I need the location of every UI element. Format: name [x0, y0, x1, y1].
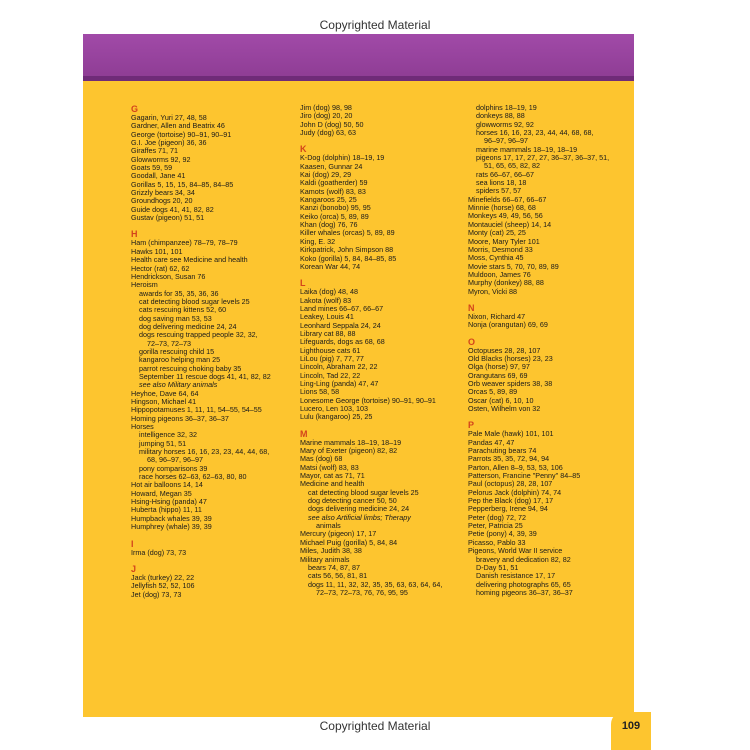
index-entry: John D (dog) 50, 50: [300, 119, 364, 129]
index-entry: Old Blacks (horses) 23, 23: [468, 353, 553, 363]
index-entry: Khan (dog) 76, 76: [300, 220, 358, 230]
index-entry: Morris, Desmond 33: [468, 244, 533, 254]
purple-banner: [83, 34, 634, 81]
index-subentry: 51, 65, 65, 82, 82: [484, 161, 540, 171]
index-entry: Goodall, Jane 41: [131, 171, 186, 181]
index-subentry: see also Military animals: [139, 380, 218, 390]
index-entry: Humpback whales 39, 39: [131, 513, 212, 523]
index-entry: Goats 59, 59: [131, 163, 173, 173]
index-subentry: donkeys 88, 88: [476, 111, 525, 121]
index-entry: Minefields 66–67, 66–67: [468, 194, 547, 204]
index-column-1: [131, 104, 293, 599]
index-entry: Heyhoe, Dave 64, 64: [131, 388, 199, 398]
copyright-header: Copyrighted Material: [319, 18, 431, 32]
index-entry: Humphrey (whale) 39, 39: [131, 522, 212, 532]
index-subentry: intelligence 32, 32: [139, 430, 197, 440]
index-entry: Kangaroos 25, 25: [300, 195, 357, 205]
index-entry: Jack (turkey) 22, 22: [131, 572, 195, 582]
index-subentry: dogs delivering medicine 24, 24: [308, 504, 410, 514]
index-entry: Jiro (dog) 20, 20: [300, 111, 353, 121]
index-entry: Pep the Black (dog) 17, 17: [468, 496, 554, 506]
index-entry: Grizzly bears 34, 34: [131, 188, 195, 198]
index-entry: Muldoon, James 76: [468, 269, 531, 279]
index-subentry: 96–97, 96–97: [484, 136, 528, 146]
index-entry: Olga (horse) 97, 97: [468, 362, 530, 372]
index-entry: Gorillas 5, 15, 15, 84–85, 84–85: [131, 179, 234, 189]
index-entry: Patterson, Francine "Penny" 84–85: [468, 471, 581, 481]
index-subentry: kangaroo helping man 25: [139, 355, 221, 365]
index-entry: Irma (dog) 73, 73: [131, 547, 187, 557]
index-entry: Leakey, Louis 41: [300, 312, 354, 322]
index-entry: Military animals: [300, 554, 350, 564]
index-entry: Lulu (kangaroo) 25, 25: [300, 412, 373, 422]
index-subentry: parrot rescuing choking baby 35: [139, 363, 242, 373]
index-entry: Minnie (horse) 68, 68: [468, 203, 536, 213]
index-entry: Giraffes 71, 71: [131, 146, 179, 156]
index-entry: Howard, Megan 35: [131, 488, 192, 498]
index-entry: Kamots (wolf) 83, 83: [300, 186, 366, 196]
index-subentry: rats 66–67, 66–67: [476, 169, 534, 179]
index-entry: Lighthouse cats 61: [300, 345, 361, 355]
index-entry: Ling-Ling (panda) 47, 47: [300, 378, 379, 388]
index-entry: Kaasen, Gunnar 24: [300, 161, 363, 171]
index-entry: Huberta (hippo) 11, 11: [131, 505, 202, 515]
index-entry: Lifeguards, dogs as 68, 68: [300, 337, 385, 347]
index-entry: Murphy (donkey) 88, 88: [468, 278, 544, 288]
index-subentry: awards for 35, 35, 36, 36: [139, 288, 219, 298]
index-entry: Pale Male (hawk) 101, 101: [468, 429, 554, 439]
index-entry: Koko (gorilla) 5, 84, 84–85, 85: [300, 253, 397, 263]
index-entry: Lincoln, Tad 22, 22: [300, 370, 361, 380]
index-subentry: animals: [316, 521, 341, 531]
index-entry: Oscar (cat) 6, 10, 10: [468, 395, 534, 405]
index-entry: Groundhogs 20, 20: [131, 196, 193, 206]
index-subentry: gorilla rescuing child 15: [139, 346, 215, 356]
index-entry: Lincoln, Abraham 22, 22: [300, 362, 378, 372]
index-entry: Mayor, cat as 71, 71: [300, 471, 365, 481]
index-subentry: 72–73, 72–73: [147, 338, 191, 348]
index-subentry: race horses 62–63, 62–63, 80, 80: [139, 472, 247, 482]
index-entry: Orangutans 69, 69: [468, 370, 528, 380]
index-entry: Hendrickson, Susan 76: [131, 271, 206, 281]
index-entry: G.I. Joe (pigeon) 36, 36: [131, 138, 207, 148]
index-subentry: D-Day 51, 51: [476, 562, 519, 572]
index-entry: Land mines 66–67, 66–67: [300, 303, 384, 313]
index-entry: Miles, Judith 38, 38: [300, 546, 362, 556]
index-entry: Hawks 101, 101: [131, 246, 183, 256]
section-letter: K: [300, 144, 307, 155]
index-entry: Monkeys 49, 49, 56, 56: [468, 211, 543, 221]
index-entry: Library cat 88, 88: [300, 328, 356, 338]
index-entry: Peter (dog) 72, 72: [468, 512, 526, 522]
index-entry: Korean War 44, 74: [300, 261, 361, 271]
index-entry: Petie (pony) 4, 39, 39: [468, 529, 537, 539]
index-subentry: dog detecting cancer 50, 50: [308, 496, 397, 506]
index-column-3: [468, 104, 630, 597]
index-entry: Nixon, Richard 47: [468, 311, 526, 321]
index-subentry: see also Artificial limbs; Therapy: [308, 512, 411, 522]
index-entry: Lakota (wolf) 83: [300, 295, 352, 305]
index-subentry: marine mammals 18–19, 18–19: [476, 144, 578, 154]
index-entry: Osten, Wilhelm von 32: [468, 404, 541, 413]
index-entry: Mas (dog) 68: [300, 454, 343, 464]
index-entry: Hippopotamuses 1, 11, 11, 54–55, 54–55: [131, 405, 262, 415]
index-entry: Ham (chimpanzee) 78–79, 78–79: [131, 238, 238, 248]
index-entry: Jellyfish 52, 52, 106: [131, 581, 195, 591]
index-entry: Parrots 35, 35, 72, 94, 94: [468, 454, 550, 464]
index-entry: Glowworms 92, 92: [131, 154, 191, 164]
index-subentry: spiders 57, 57: [476, 186, 522, 196]
index-subentry: horses 16, 16, 23, 23, 44, 44, 68, 68,: [476, 128, 594, 138]
section-letter: M: [300, 428, 308, 439]
index-subentry: delivering photographs 65, 65: [476, 579, 571, 589]
index-entry: K-Dog (dolphin) 18–19, 19: [300, 153, 385, 163]
index-subentry: dolphins 18–19, 19: [476, 103, 537, 112]
index-entry: Orb weaver spiders 38, 38: [468, 378, 553, 388]
index-subentry: homing pigeons 36–37, 36–37: [476, 587, 573, 597]
index-entry: Pandas 47, 47: [468, 437, 515, 447]
index-entry: Judy (dog) 63, 63: [300, 128, 356, 138]
index-subentry: dog delivering medicine 24, 24: [139, 321, 237, 331]
index-entry: Lonesome George (tortoise) 90–91, 90–91: [300, 395, 436, 405]
index-subentry: sea lions 18, 18: [476, 178, 527, 188]
index-entry: Leonhard Seppala 24, 24: [300, 320, 381, 330]
copyright-footer: Copyrighted Material: [319, 719, 431, 733]
index-entry: Jim (dog) 98, 98: [300, 103, 352, 112]
index-subentry: bears 74, 87, 87: [308, 562, 360, 572]
index-entry: Medicine and health: [300, 479, 365, 489]
index-subentry: bravery and dedication 82, 82: [476, 554, 571, 564]
index-subentry: 72–73, 72–73, 76, 76, 95, 95: [316, 587, 408, 597]
index-subentry: dogs 11, 11, 32, 32, 35, 35, 63, 63, 64, 64,: [308, 579, 443, 589]
index-entry: Killer whales (orcas) 5, 89, 89: [300, 228, 395, 238]
index-entry: Matsi (wolf) 83, 83: [300, 462, 359, 472]
section-letter: G: [131, 104, 139, 114]
index-entry: Picasso, Pablo 33: [468, 537, 526, 547]
index-entry: Homing pigeons 36–37, 36–37: [131, 413, 229, 423]
index-subentry: September 11 rescue dogs 41, 41, 82, 82: [139, 371, 271, 381]
index-entry: Gagarin, Yuri 27, 48, 58: [131, 113, 207, 122]
index-entry: Keiko (orca) 5, 89, 89: [300, 211, 369, 221]
index-entry: George (tortoise) 90–91, 90–91: [131, 129, 232, 139]
index-entry: Parton, Allen 8–9, 53, 53, 106: [468, 462, 563, 472]
section-letter: H: [131, 229, 138, 240]
index-entry: Paul (octopus) 28, 28, 107: [468, 479, 553, 489]
index-entry: Movie stars 5, 70, 70, 89, 89: [468, 261, 559, 271]
index-entry: Pigeons, World War II service: [468, 546, 563, 556]
index-entry: King, E. 32: [300, 236, 336, 246]
index-column-2: [300, 104, 463, 597]
index-entry: Mercury (pigeon) 17, 17: [300, 529, 377, 539]
index-entry: Gardner, Allen and Beatrix 46: [131, 121, 225, 131]
section-letter: L: [300, 278, 306, 289]
index-entry: Laika (dog) 48, 48: [300, 287, 358, 297]
index-entry: Montauciel (sheep) 14, 14: [468, 219, 552, 229]
index-entry: Heroism: [131, 280, 158, 290]
index-subentry: pigeons 17, 17, 27, 27, 36–37, 36–37, 51,: [476, 153, 610, 163]
index-entry: Hsing-Hsing (panda) 47: [131, 497, 207, 507]
index-entry: Kai (dog) 29, 29: [300, 170, 352, 180]
section-letter: I: [131, 538, 134, 549]
index-entry: Lions 58, 58: [300, 387, 340, 397]
section-letter: N: [468, 302, 475, 313]
index-entry: Gustav (pigeon) 51, 51: [131, 213, 205, 223]
index-entry: Pelorus Jack (dolphin) 74, 74: [468, 487, 562, 497]
index-entry: Kanzi (bonobo) 95, 95: [300, 203, 371, 213]
index-subentry: Danish resistance 17, 17: [476, 571, 556, 581]
index-entry: Monty (cat) 25, 25: [468, 228, 526, 238]
index-entry: Mary of Exeter (pigeon) 82, 82: [300, 446, 398, 456]
index-subentry: jumping 51, 51: [139, 438, 187, 448]
index-entry: Pepperberg, Irene 94, 94: [468, 504, 548, 514]
index-subentry: military horses 16, 16, 23, 23, 44, 44, 68,: [139, 447, 270, 457]
section-letter: O: [468, 336, 476, 347]
index-entry: Moore, Mary Tyler 101: [468, 236, 540, 246]
index-subentry: glowworms 92, 92: [476, 119, 534, 129]
index-entry: Peter, Patricia 25: [468, 521, 523, 531]
index-entry: Hot air balloons 14, 14: [131, 480, 203, 490]
index-entry: Lucero, Len 103, 103: [300, 404, 368, 413]
index-entry: Michael Puig (gorilla) 5, 84, 84: [300, 537, 398, 547]
index-entry: Octopuses 28, 28, 107: [468, 345, 541, 355]
index-subentry: cat detecting blood sugar levels 25: [308, 487, 419, 497]
index-subentry: cats rescuing kittens 52, 60: [139, 305, 227, 315]
index-entry: Parachuting bears 74: [468, 446, 537, 456]
section-letter: J: [131, 563, 137, 574]
index-entry: Jet (dog) 73, 73: [131, 589, 182, 599]
index-subentry: dog saving man 53, 53: [139, 313, 212, 323]
index-entry: Myron, Vicki 88: [468, 286, 517, 296]
index-entry: LiLou (pig) 7, 77, 77: [300, 353, 364, 363]
index-entry: Hingson, Michael 41: [131, 397, 197, 406]
index-entry: Horses: [131, 422, 154, 432]
index-entry: Marine mammals 18–19, 18–19: [300, 437, 402, 447]
section-letter: P: [468, 420, 475, 431]
index-entry: Moss, Cynthia 45: [468, 253, 524, 263]
index-entry: Health care see Medicine and health: [131, 255, 248, 265]
index-entry: Kirkpatrick, John Simpson 88: [300, 245, 394, 255]
index-entry: Hector (rat) 62, 62: [131, 263, 190, 273]
index-subentry: dogs rescuing trapped people 32, 32,: [139, 330, 258, 340]
index-subentry: 68, 96–97, 96–97: [147, 455, 203, 465]
index-subentry: cat detecting blood sugar levels 25: [139, 296, 250, 306]
index-entry: Kaldi (goatherder) 59: [300, 178, 368, 188]
page-number: 109: [621, 720, 641, 732]
index-entry: Orcas 5, 89, 89: [468, 387, 518, 397]
index-subentry: cats 56, 56, 81, 81: [308, 571, 368, 581]
index-subentry: pony comparisons 39: [139, 463, 208, 473]
index-entry: Nonja (orangutan) 69, 69: [468, 320, 548, 330]
index-entry: Guide dogs 41, 41, 82, 82: [131, 204, 214, 214]
